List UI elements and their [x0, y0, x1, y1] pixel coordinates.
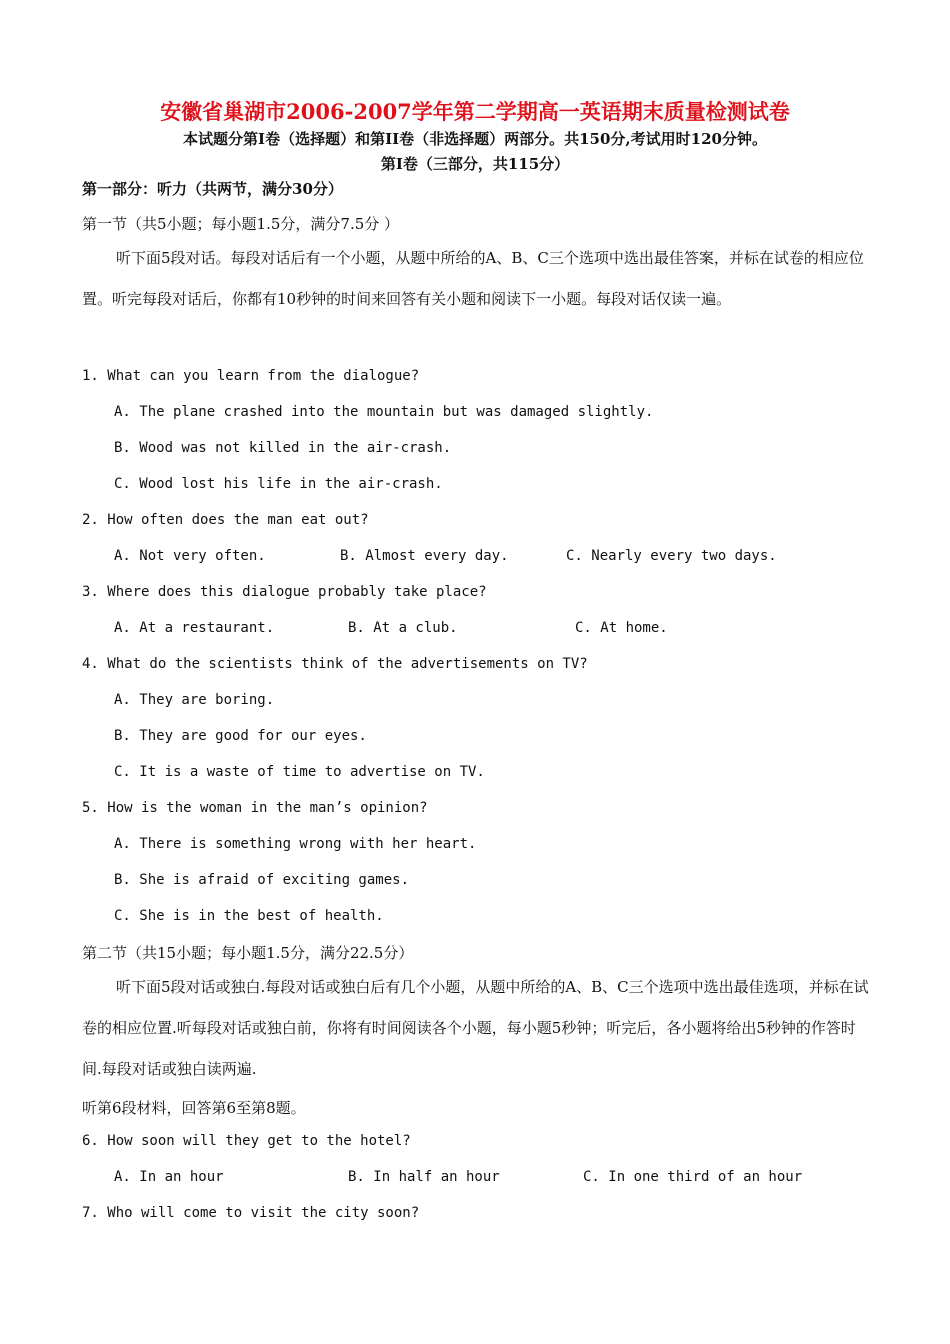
question-3-stem: 3. Where does this dialogue probably take place?	[82, 584, 487, 600]
question-2-option-c: C. Nearly every two days.	[566, 548, 777, 564]
section1-heading: 第一节（共5小题；每小题1.5分，满分7.5分 ）	[82, 215, 400, 233]
question-3-option-c: C. At home.	[575, 620, 668, 636]
question-1-option-a: A. The plane crashed into the mountain but was damaged slightly.	[114, 404, 654, 420]
part1-heading: 第一部分：听力（共两节，满分30分）	[82, 180, 343, 198]
question-4-option-a: A. They are boring.	[114, 692, 275, 708]
question-6-option-b: B. In half an hour	[348, 1169, 500, 1185]
question-2-stem: 2. How often does the man eat out?	[82, 512, 369, 528]
question-2-option-a: A. Not very often.	[114, 548, 266, 564]
question-5-option-c: C. She is in the best of health.	[114, 908, 384, 924]
question-4-option-c: C. It is a waste of time to advertise on TV.	[114, 764, 485, 780]
material-6-note: 听第6段材料，回答第6至第8题。	[82, 1099, 306, 1117]
volume-heading: 第I卷（三部分，共115分）	[380, 155, 570, 173]
question-2-option-b: B. Almost every day.	[340, 548, 509, 564]
question-3-option-a: A. At a restaurant.	[114, 620, 275, 636]
question-5-option-b: B. She is afraid of exciting games.	[114, 872, 410, 888]
question-6-stem: 6. How soon will they get to the hotel?	[82, 1133, 411, 1149]
section2-heading: 第二节（共15小题；每小题1.5分，满分22.5分）	[82, 944, 414, 962]
question-5-option-a: A. There is something wrong with her heart.	[114, 836, 477, 852]
question-4-option-b: B. They are good for our eyes.	[114, 728, 367, 744]
exam-title: 安徽省巢湖市2006-2007学年第二学期高一英语期末质量检测试卷	[160, 99, 790, 124]
exam-subtitle: 本试题分第I卷（选择题）和第II卷（非选择题）两部分。共150分,考试用时120分钟。	[183, 130, 767, 148]
section2-instructions: 听下面5段对话或独白.每段对话或独白后有几个小题，从题中所给的A、B、C三个选项中选出最佳选项，并标在试卷的相应位置.听每段对话或独白前，你将有时间阅读各个小题，每小题5秒钟；听完后，各小题将给出5秒钟的作答时间.每段对话或独白读两遍.	[82, 978, 869, 1078]
question-3-option-b: B. At a club.	[348, 620, 458, 636]
question-1-stem: 1. What can you learn from the dialogue?	[82, 368, 420, 384]
question-1-option-b: B. Wood was not killed in the air-crash.	[114, 440, 452, 456]
question-6-option-c: C. In one third of an hour	[583, 1169, 803, 1185]
question-7-stem: 7. Who will come to visit the city soon?	[82, 1205, 420, 1221]
question-6-option-a: A. In an hour	[114, 1169, 224, 1185]
question-1-option-c: C. Wood lost his life in the air-crash.	[114, 476, 443, 492]
question-4-stem: 4. What do the scientists think of the advertisements on TV?	[82, 656, 588, 672]
question-5-stem: 5. How is the woman in the man’s opinion?	[82, 800, 428, 816]
section1-instructions: 听下面5段对话。每段对话后有一个小题，从题中所给的A、B、C三个选项中选出最佳答案，并标在试卷的相应位置。听完每段对话后，你都有10秒钟的时间来回答有关小题和阅读下一小题。每段对话仅读一遍。	[82, 249, 864, 308]
